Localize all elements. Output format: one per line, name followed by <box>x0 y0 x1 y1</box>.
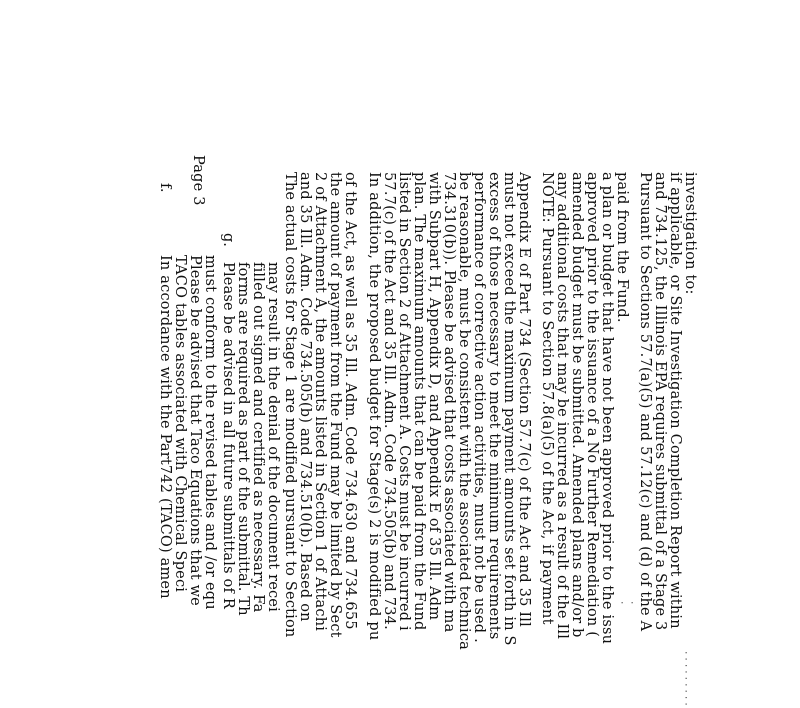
scan-dots: · · <box>616 600 636 607</box>
paragraph-budget-line: 57.7(c) of the Act and 35 Ill. Adm. Code 734.505(b) and 734. <box>381 172 397 630</box>
item-marker-f: f. <box>157 183 173 193</box>
item-marker-g: g. <box>220 233 236 247</box>
paragraph-pursuant-line: and 734.125, the Illinois EPA requires submittal of a Stage 3 <box>652 172 668 631</box>
paragraph-pursuant-line: investigation to: <box>682 172 698 295</box>
paragraph-note-line: amended budget must be submitted. Amended plans and/or b <box>569 172 585 638</box>
paragraph-g-line: Please be advised in all future submittals of R <box>220 262 236 609</box>
paragraph-pursuant-line: if applicable, or Site Investigation Completion Report within <box>667 172 683 629</box>
paragraph-note-line: any additional costs that may be incurred as a result of the Ill <box>554 172 570 640</box>
paragraph-f-line: Please be advised that Taco Equations that we <box>187 255 203 606</box>
paragraph-costs-line: and 35 Ill. Adm. Code 734.505(b) and 734.510(b). Based on <box>297 172 313 622</box>
paragraph-g-line: forms are required as part of the submittal. Th <box>235 262 251 616</box>
paragraph-note-line: NOTE: Pursuant to Section 57.8(a)(5) of the Act, if payment <box>539 172 555 625</box>
paragraph-f-line: TACO tables associated with Chemical Speci <box>172 255 188 593</box>
paragraph-budget-line: In addition, the proposed budget for Stage(s) 2 is modified pu <box>366 172 382 641</box>
paragraph-budget-line: excess of those necessary to meet the minimum requirements <box>486 172 502 640</box>
page-number: Page 3 <box>190 155 206 206</box>
paragraph-budget-line: 734.310(b)). Please be advised that costs associated with ma <box>441 172 457 633</box>
paragraph-budget-line: performance of corrective action activities, must not be used . <box>471 172 487 643</box>
paragraph-budget-line: listed in Section 2 of Attachment A. Costs must be incurred i <box>396 172 412 631</box>
paragraph-costs-line: of the Act, as well as 35 Ill. Adm. Code 734.630 and 734.655 <box>342 172 358 630</box>
paragraph-f-line: In accordance with the Part742 (TACO) amen <box>157 255 173 599</box>
scan-dots: ········· <box>680 650 690 708</box>
paragraph-g-line: filled out signed and certified as necessary. Fa <box>250 262 266 613</box>
paragraph-budget-line: be reasonable, must be consistent with the associated technica <box>456 172 472 650</box>
paragraph-costs-line: the amount of payment from the Fund may be limited by Sect <box>327 172 343 638</box>
paragraph-note-line: a plan or budget that have not been approved prior to the issu <box>599 172 615 645</box>
paragraph-budget-line: plan. The maximum amounts that can be paid from the Fund <box>411 172 427 631</box>
paragraph-g-line: may result in the denial of the document recei <box>265 262 281 612</box>
paragraph-costs-line: The actual costs for Stage 1 are modified pursuant to Section <box>282 172 298 638</box>
paragraph-note-line: paid from the Fund. <box>614 172 630 323</box>
paragraph-budget-line: Appendix E of Part 734 (Section 57.7(c) of the Act and 35 Ill <box>516 172 532 627</box>
paragraph-f-line: must conform to the revised tables and /or equ <box>202 255 218 610</box>
paragraph-note-line: approved prior to the issuance of a No Further Remediation ( <box>584 172 600 638</box>
paragraph-budget-line: with Subpart H, Appendix D, and Appendix E of 35 Ill. Adm <box>426 172 442 621</box>
paragraph-pursuant-line: Pursuant to Sections 57.7(a)(5) and 57.12(c) and (d) of the A <box>637 172 653 632</box>
paragraph-costs-line: 2 of Attachment A, the amounts listed in Section 1 of Attachi <box>312 172 328 632</box>
paragraph-budget-line: must not exceed the maximum payment amounts set forth in S <box>501 172 517 646</box>
